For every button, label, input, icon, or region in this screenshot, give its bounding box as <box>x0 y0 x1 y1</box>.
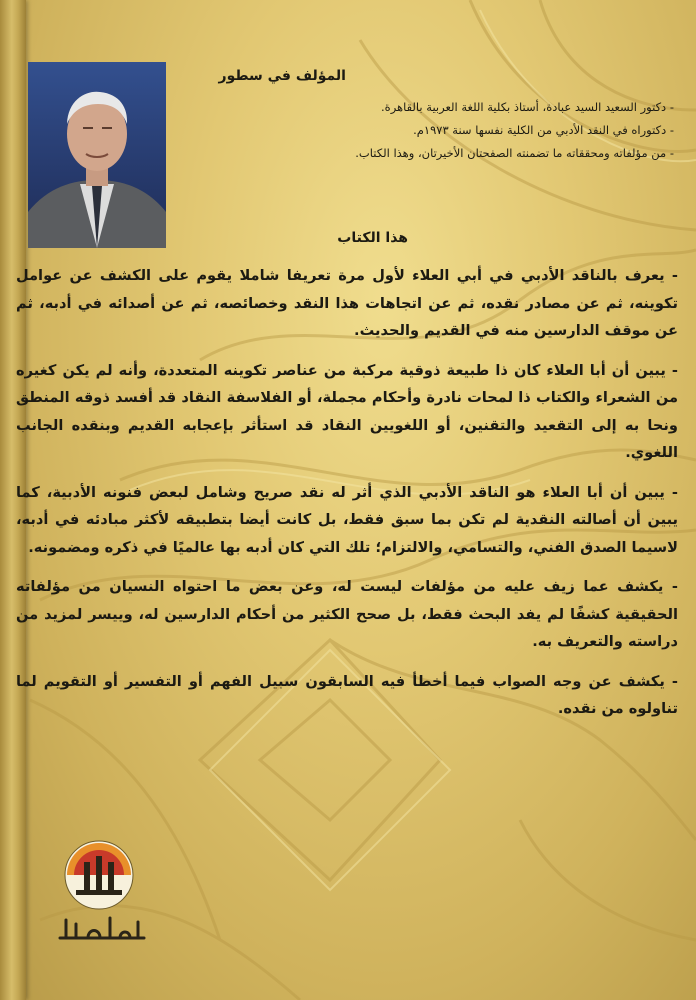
book-paragraph: - يكشف عما زيف عليه من مؤلفات ليست له، وعن بعض ما احتواه النسيان من مؤلفاته الحقيقية كشفًا لم يفد البحث فقط، بل صحح الكثير من أحكام الدارسين له، وييسر لمزيد من دراسته والتعريف به. <box>16 578 678 650</box>
book-paragraph: - يكشف عن وجه الصواب فيما أخطأ فيه السابقون سبيل الفهم أو التفسير أو التقويم لما تناولوه من نقده. <box>16 672 678 717</box>
book-paragraph: - يعرف بالناقد الأدبي في أبي العلاء لأول مرة تعريفا شاملا يقوم على الكشف عن عوامل تكوينه، ثم عن مصادر نقده، ثم عن اتجاهات هذا النقد وخصائصه، ثم عن أصدائه في أدبه، ثم عن موقف الدارسين منه في القديم والحديث. <box>16 267 678 339</box>
author-section-heading: المؤلف في سطور <box>218 68 346 84</box>
author-info-item: - دكتوراه في النقد الأدبي من الكلية نفسها سنة ١٩٧٣م. <box>413 123 674 137</box>
author-info-item: - دكتور السعيد السيد عبادة، أستاذ بكلية اللغة العربية بالقاهرة. <box>381 100 674 114</box>
book-section-heading: هذا الكتاب <box>337 230 408 246</box>
publisher-name-calligraphy <box>52 912 152 944</box>
publisher-logo <box>62 838 136 912</box>
book-paragraph: - يبين أن أبا العلاء هو الناقد الأدبي الذي أثر له نقد صريح وشامل لبعض فنونه الأدبية، كما يبين أن أصالته النقدية لم تكن بما سبق فقط، بل كانت أيضا بتطبيقه لأكثر مبادئه في أدبه، لاسيما الصدق الفني، والتسامي، والالتزام؛ تلك التي كان أدبه بها عالميًا في ذكره ومضمونه. <box>16 483 678 556</box>
book-description <box>16 262 678 735</box>
author-photo <box>28 62 166 248</box>
author-info-list <box>174 96 674 165</box>
author-info-item: - من مؤلفاته ومحققاته ما تضمنته الصفحتان الأخيرتان، وهذا الكتاب. <box>355 146 674 160</box>
book-paragraph: - يبين أن أبا العلاء كان ذا طبيعة ذوقية مركبة من عناصر تكوينه المتعددة، وأنه لم يكن كغيره من الشعراء والكتاب ذا لمحات نادرة وأحكام مجملة، أو الفلاسفة النقاد قد أفسد ذوقه المنطق ونحا به إلى التقعيد والتقنين، أو اللغويين النقاد قد استأثر بإعجابه القديم وبنقده الجانب اللغوي. <box>16 361 678 461</box>
